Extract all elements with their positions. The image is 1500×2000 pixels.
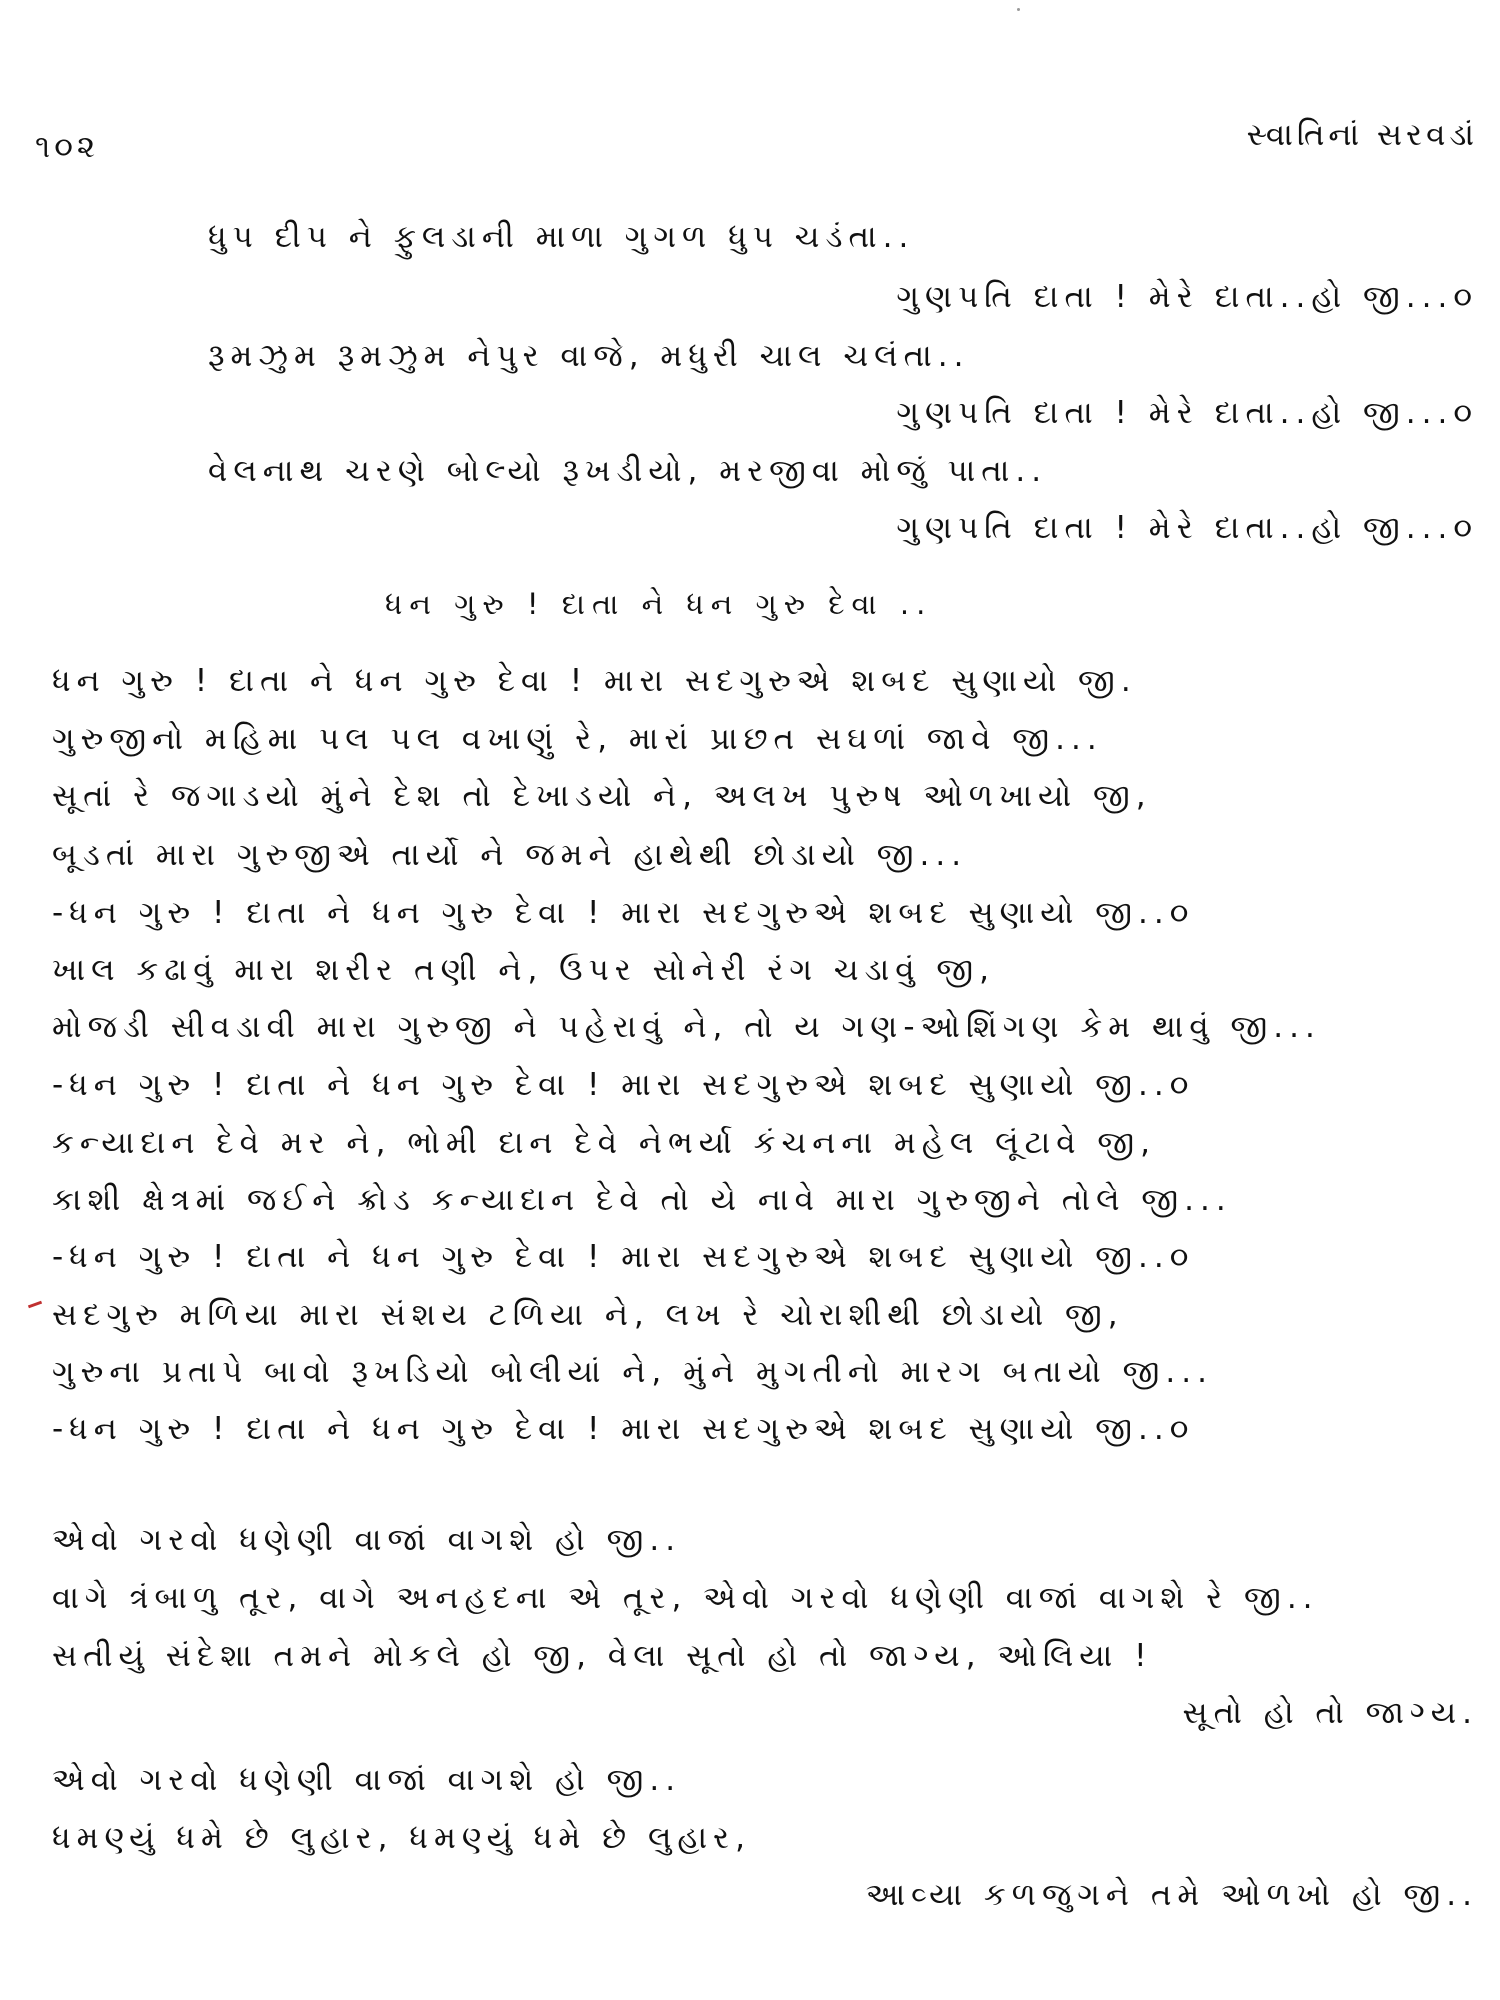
scan-speck (1017, 8, 1020, 11)
song2-line-3: સૂતાં રે જગાડયો મુંને દેશ તો દેખાડયો ને, અલખ પુરુષ ઓળખાયો જી, (52, 778, 1152, 814)
song2-line-2: ગુરુજીનો મહિમા પલ પલ વખાણું રે, મારાં પ્રાછત સઘળાં જાવે જી... (52, 721, 1103, 757)
song3-line-2: વાગે ત્રંબાળુ તૂર, વાગે અનહદના એ તૂર, એવો ગરવો ધણેણી વાજાં વાગશે રે જી.. (52, 1580, 1319, 1616)
song2-line-8: કાશી ક્ષેત્રમાં જઈને ક્રોડ કન્યાદાન દેવે તો યે નાવે મારા ગુરુજીને તોલે જી... (52, 1182, 1232, 1218)
song2-title: ધન ગુરુ ! દાતા ને ધન ગુરુ દેવા .. (385, 587, 933, 621)
song2-line-7: કન્યાદાન દેવે મર ને, ભોમી દાન દેવે નેભર્યા કંચનના મહેલ લૂંટાવે જી, (52, 1125, 1156, 1161)
page-number: ૧૦૨ (35, 129, 100, 165)
song2-line-4: બૂડતાં મારા ગુરુજીએ તાર્યો ને જમને હાથેથી છોડાયો જી... (52, 837, 968, 873)
song3-line-7: આવ્યા કળજુગને તમે ઓળખો હો જી.. (865, 1877, 1478, 1913)
song2-refrain-4: -ધન ગુરુ ! દાતા ને ધન ગુરુ દેવા ! મારા સદગુરુએ શબદ સુણાયો જી..૦ (52, 1411, 1195, 1447)
song3-line-1: એવો ગરવો ધણેણી વાજાં વાગશે હો જી.. (52, 1522, 682, 1558)
song3-line-5: એવો ગરવો ધણેણી વાજાં વાગશે હો જી.. (52, 1762, 682, 1798)
song1-refrain-1: ગુણપતિ દાતા ! મેરે દાતા..હો જી...૦ (896, 279, 1478, 315)
song2-line-1: ધન ગુરુ ! દાતા ને ધન ગુરુ દેવા ! મારા સદગુરુએ શબદ સુણાયો જી. (52, 663, 1137, 699)
song2-line-10: ગુરુના પ્રતાપે બાવો રૂખડિયો બોલીયાં ને, મુંને મુગતીનો મારગ બતાયો જી... (52, 1354, 1213, 1390)
song1-line-2: રૂમઝુમ રૂમઝુમ નેપુર વાજે, મધુરી ચાલ ચલંતા.. (208, 338, 970, 374)
song1-line-1: ધુપ દીપ ને ફુલડાની માળા ગુગળ ધુપ ચડંતા.. (208, 219, 915, 255)
song3-line-3: સતીયું સંદેશા તમને મોકલે હો જી, વેલા સૂતો હો તો જાગ્ય, ઓલિયા ! (52, 1638, 1153, 1674)
song2-line-5: ખાલ કઢાવું મારા શરીર તણી ને, ઉપર સોનેરી રંગ ચડાવું જી, (52, 952, 996, 988)
stray-ink-mark (28, 1301, 42, 1309)
song2-refrain-1: -ધન ગુરુ ! દાતા ને ધન ગુરુ દેવા ! મારા સદગુરુએ શબદ સુણાયો જી..૦ (52, 895, 1195, 931)
song2-line-6: મોજડી સીવડાવી મારા ગુરુજી ને પહેરાવું ને, તો ય ગણ-ઓશિંગણ કેમ થાવું જી... (52, 1009, 1321, 1045)
song1-refrain-3: ગુણપતિ દાતા ! મેરે દાતા..હો જી...૦ (896, 510, 1478, 546)
song3-line-6: ધમણ્યું ધમે છે લુહાર, ધમણ્યું ધમે છે લુહાર, (52, 1820, 751, 1856)
song1-refrain-2: ગુણપતિ દાતા ! મેરે દાતા..હો જી...૦ (896, 395, 1478, 431)
song2-line-9: સદગુરુ મળિયા મારા સંશય ટળિયા ને, લખ રે ચોરાશીથી છોડાયો જી, (52, 1297, 1124, 1333)
song2-refrain-3: -ધન ગુરુ ! દાતા ને ધન ગુરુ દેવા ! મારા સદગુરુએ શબદ સુણાયો જી..૦ (52, 1239, 1195, 1275)
song3-line-4: સૂતો હો તો જાગ્ય. (1182, 1695, 1478, 1731)
song1-line-3: વેલનાથ ચરણે બોલ્યો રૂખડીયો, મરજીવા મોજું પાતા.. (208, 453, 1048, 489)
song2-refrain-2: -ધન ગુરુ ! દાતા ને ધન ગુરુ દેવા ! મારા સદગુરુએ શબદ સુણાયો જી..૦ (52, 1067, 1195, 1103)
running-title: સ્વાતિનાં સરવડાં (1246, 117, 1478, 153)
